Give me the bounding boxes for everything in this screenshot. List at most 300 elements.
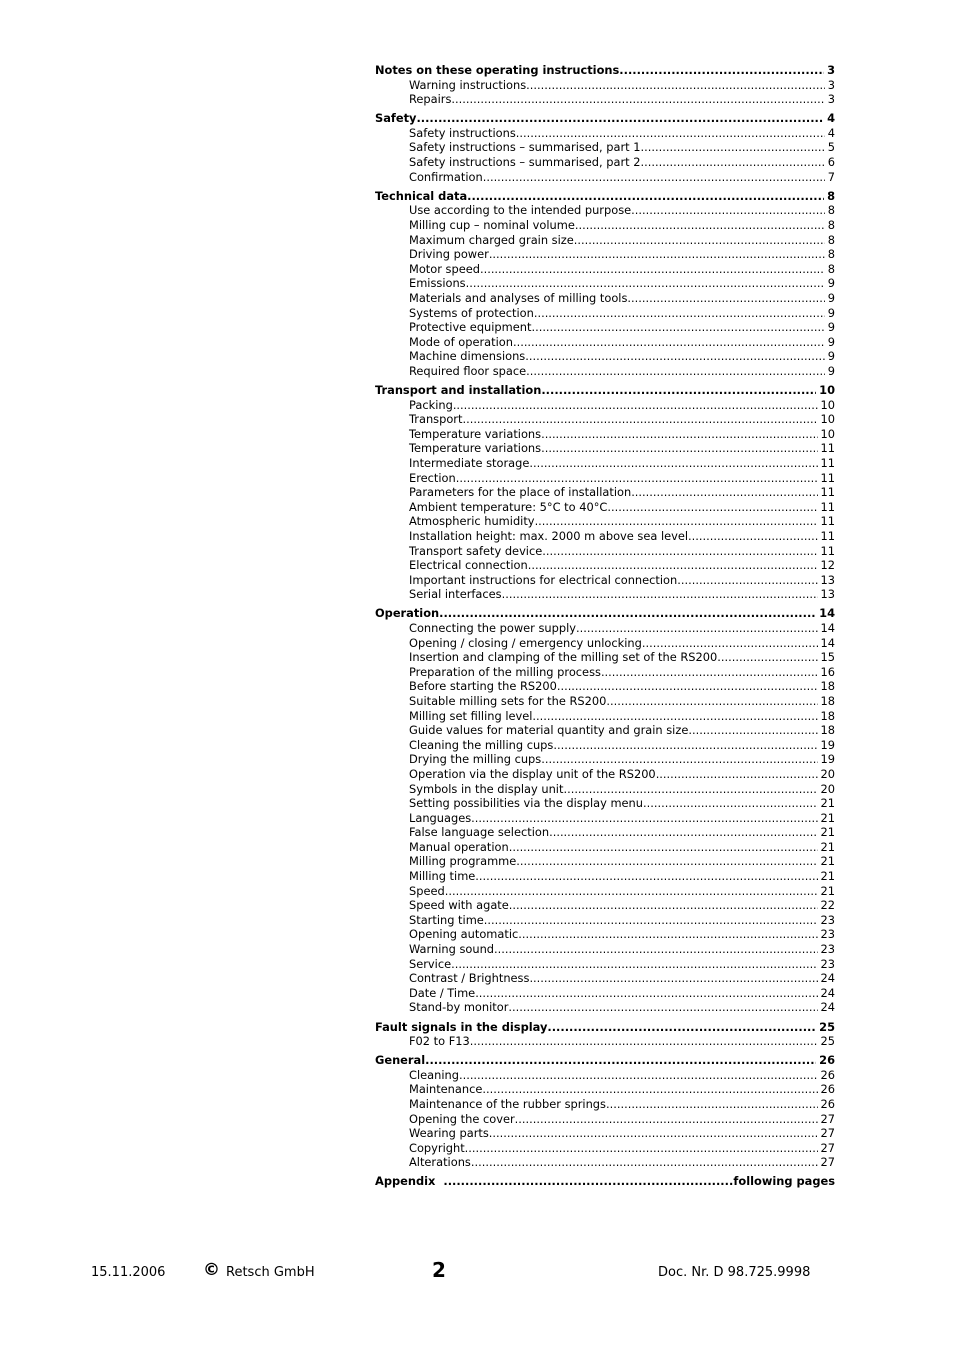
toc-entry-label: Opening the cover xyxy=(409,1111,515,1126)
toc-entry-label: Service xyxy=(409,956,452,971)
toc-entry xyxy=(375,971,835,986)
dot-leader xyxy=(529,971,817,986)
dot-leader xyxy=(563,782,817,797)
toc-entry-label: Packing xyxy=(409,397,453,412)
dot-leader xyxy=(557,679,818,694)
dot-leader xyxy=(717,650,817,665)
toc-entry xyxy=(375,485,835,500)
toc-entry-label: Emissions xyxy=(409,276,466,291)
dot-leader xyxy=(631,203,825,218)
toc-heading xyxy=(375,383,835,398)
toc-entry-page: 16 xyxy=(820,664,835,679)
toc-entry-label: Opening / closing / emergency unlocking xyxy=(409,635,642,650)
toc-heading-page: 8 xyxy=(827,188,835,203)
toc-entry xyxy=(375,500,835,515)
toc-entry-label: Motor speed xyxy=(409,261,480,276)
dot-leader xyxy=(518,927,817,942)
toc-entry-label: Temperature variations xyxy=(409,426,542,441)
toc-entry xyxy=(375,92,835,107)
toc-entry-page: 20 xyxy=(820,781,835,796)
toc-entry xyxy=(375,398,835,413)
toc-heading xyxy=(375,606,835,621)
toc-entry-page: 21 xyxy=(820,839,835,854)
toc-entry-label: Wearing parts xyxy=(409,1126,489,1141)
dot-leader xyxy=(509,898,818,913)
toc-entry xyxy=(375,529,835,544)
toc-entry xyxy=(375,1034,835,1049)
toc-section xyxy=(375,383,835,602)
toc-entry-label: Protective equipment xyxy=(409,320,532,335)
toc-entry xyxy=(375,320,835,335)
toc-entry-page: 9 xyxy=(827,305,835,320)
toc-entry-label: Symbols in the display unit xyxy=(409,781,564,796)
toc-entry-label: Atmospheric humidity xyxy=(409,514,535,529)
toc-entry-label: Warning instructions xyxy=(409,77,527,92)
toc-entry-page: 22 xyxy=(820,898,835,913)
page-footer xyxy=(0,1258,954,1288)
dot-leader xyxy=(451,957,817,972)
toc-entry xyxy=(375,752,835,767)
toc-entry xyxy=(375,898,835,913)
dot-leader xyxy=(480,262,825,277)
toc-entry-label: False language selection xyxy=(409,825,550,840)
table-of-contents xyxy=(375,63,835,1189)
toc-entry xyxy=(375,471,835,486)
dot-leader xyxy=(489,1126,818,1141)
toc-entry-label: Starting time xyxy=(409,912,484,927)
dot-leader xyxy=(516,854,817,869)
toc-entry xyxy=(375,306,835,321)
toc-entry-page: 8 xyxy=(827,203,835,218)
toc-entry xyxy=(375,767,835,782)
dot-leader xyxy=(494,942,817,957)
toc-entry-label: Electrical connection xyxy=(409,558,528,573)
dot-leader xyxy=(547,1020,816,1035)
toc-entry-page: 24 xyxy=(820,971,835,986)
toc-heading-page: 26 xyxy=(819,1053,835,1068)
toc-appendix-page: following pages xyxy=(733,1174,835,1189)
toc-entry xyxy=(375,544,835,559)
footer-company: Retsch GmbH xyxy=(226,1265,315,1280)
toc-entry-page: 8 xyxy=(827,217,835,232)
toc-entry-label: Speed xyxy=(409,883,445,898)
toc-entry-label: Installation height: max. 2000 m above sea level xyxy=(409,528,689,543)
toc-entry xyxy=(375,291,835,306)
toc-entry-page: 9 xyxy=(827,349,835,364)
dot-leader xyxy=(445,884,818,899)
copyright-icon: © xyxy=(203,1260,220,1280)
dot-leader xyxy=(534,306,825,321)
toc-heading xyxy=(375,1020,835,1035)
dot-leader xyxy=(525,349,825,364)
dot-leader xyxy=(484,913,818,928)
toc-entry xyxy=(375,709,835,724)
dot-leader xyxy=(489,247,825,262)
toc-entry-page: 27 xyxy=(820,1155,835,1170)
toc-entry xyxy=(375,927,835,942)
toc-heading xyxy=(375,111,835,126)
dot-leader xyxy=(606,694,817,709)
dot-leader xyxy=(508,1000,817,1015)
toc-entry-label: Transport xyxy=(409,412,463,427)
toc-entry-label: Materials and analyses of milling tools xyxy=(409,290,628,305)
toc-entry-page: 13 xyxy=(820,572,835,587)
page-number: 2 xyxy=(432,1258,446,1282)
toc-entry xyxy=(375,262,835,277)
toc-entry-page: 18 xyxy=(820,679,835,694)
toc-entry xyxy=(375,349,835,364)
toc-entry-page: 19 xyxy=(820,752,835,767)
toc-entry-label: Required floor space xyxy=(409,363,527,378)
dot-leader xyxy=(541,441,817,456)
toc-entry-label: Maintenance of the rubber springs xyxy=(409,1096,606,1111)
toc-entry-label: Operation via the display unit of the RS200 xyxy=(409,766,656,781)
toc-entry-page: 11 xyxy=(820,441,835,456)
dot-leader xyxy=(576,621,818,636)
toc-entry-label: Safety instructions xyxy=(409,125,516,140)
toc-entry-page: 18 xyxy=(820,693,835,708)
toc-entry-page: 10 xyxy=(820,397,835,412)
dot-leader xyxy=(601,665,818,680)
toc-appendix xyxy=(375,1174,835,1189)
toc-entry-label: Stand-by monitor xyxy=(409,1000,509,1015)
toc-entry xyxy=(375,650,835,665)
dot-leader xyxy=(443,1174,733,1189)
toc-entry xyxy=(375,854,835,869)
toc-entry-page: 26 xyxy=(820,1082,835,1097)
dot-leader xyxy=(439,606,816,621)
toc-entry-label: Cleaning xyxy=(409,1067,459,1082)
toc-entry-label: Safety instructions – summarised, part 1 xyxy=(409,140,641,155)
dot-leader xyxy=(453,398,818,413)
toc-entry-page: 11 xyxy=(820,499,835,514)
toc-entry-page: 9 xyxy=(827,363,835,378)
toc-entry-page: 9 xyxy=(827,290,835,305)
toc-entry-label: Copyright xyxy=(409,1140,465,1155)
toc-entry-page: 24 xyxy=(820,1000,835,1015)
toc-entry xyxy=(375,1068,835,1083)
toc-entry-page: 10 xyxy=(820,412,835,427)
toc-entry-page: 21 xyxy=(820,883,835,898)
toc-entry-page: 9 xyxy=(827,276,835,291)
toc-heading xyxy=(375,63,835,78)
toc-entry xyxy=(375,621,835,636)
toc-entry-label: Milling time xyxy=(409,869,476,884)
toc-entry-page: 20 xyxy=(820,766,835,781)
toc-entry-label: Serial interfaces xyxy=(409,587,502,602)
toc-entry-page: 21 xyxy=(820,854,835,869)
toc-entry-label: Contrast / Brightness xyxy=(409,971,530,986)
dot-leader xyxy=(515,1112,818,1127)
toc-entry-page: 25 xyxy=(820,1034,835,1049)
toc-entry xyxy=(375,811,835,826)
toc-entry-page: 14 xyxy=(820,635,835,650)
toc-entry xyxy=(375,694,835,709)
toc-heading-page: 4 xyxy=(827,111,835,126)
dot-leader xyxy=(641,155,825,170)
toc-entry-label: Setting possibilities via the display menu xyxy=(409,796,643,811)
toc-entry-page: 8 xyxy=(827,261,835,276)
toc-entry xyxy=(375,796,835,811)
dot-leader xyxy=(467,189,824,204)
dot-leader xyxy=(541,383,816,398)
toc-heading xyxy=(375,1053,835,1068)
toc-entry xyxy=(375,441,835,456)
dot-leader xyxy=(631,485,817,500)
toc-entry-page: 27 xyxy=(820,1126,835,1141)
toc-section xyxy=(375,63,835,107)
toc-entry-page: 13 xyxy=(820,587,835,602)
toc-entry xyxy=(375,276,835,291)
toc-entry xyxy=(375,412,835,427)
dot-leader xyxy=(542,544,817,559)
toc-entry-page: 6 xyxy=(827,155,835,170)
toc-heading xyxy=(375,189,835,204)
dot-leader xyxy=(688,723,817,738)
toc-entry-page: 11 xyxy=(820,485,835,500)
toc-heading-label: Operation xyxy=(375,606,440,621)
toc-entry-label: Guide values for material quantity and grain size xyxy=(409,723,689,738)
toc-entry xyxy=(375,738,835,753)
toc-entry-label: Ambient temperature: 5°C to 40°C xyxy=(409,499,608,514)
toc-entry-page: 18 xyxy=(820,723,835,738)
toc-section xyxy=(375,111,835,184)
toc-entry-page: 11 xyxy=(820,470,835,485)
toc-entry-label: Languages xyxy=(409,810,472,825)
toc-entry-page: 10 xyxy=(820,426,835,441)
toc-entry xyxy=(375,840,835,855)
toc-entry-label: Cleaning the milling cups xyxy=(409,737,554,752)
toc-entry xyxy=(375,203,835,218)
toc-entry-label: Alterations xyxy=(409,1155,471,1170)
dot-leader xyxy=(475,986,817,1001)
document-number: Doc. Nr. D 98.725.9998 xyxy=(658,1265,811,1280)
dot-leader xyxy=(607,500,817,515)
toc-entry-page: 11 xyxy=(820,528,835,543)
toc-entry xyxy=(375,456,835,471)
toc-entry xyxy=(375,1126,835,1141)
dot-leader xyxy=(677,573,817,588)
dot-leader xyxy=(483,170,825,185)
toc-entry-label: Preparation of the milling process xyxy=(409,664,601,679)
toc-entry-page: 18 xyxy=(820,708,835,723)
toc-entry-label: Manual operation xyxy=(409,839,509,854)
dot-leader xyxy=(643,796,818,811)
toc-entry-label: Driving power xyxy=(409,247,489,262)
toc-entry xyxy=(375,957,835,972)
toc-entry xyxy=(375,1097,835,1112)
toc-entry xyxy=(375,140,835,155)
dot-leader xyxy=(513,335,825,350)
toc-section xyxy=(375,1020,835,1049)
toc-entry xyxy=(375,913,835,928)
toc-entry-page: 11 xyxy=(820,543,835,558)
toc-entry-label: Use according to the intended purpose xyxy=(409,203,632,218)
toc-entry-label: Milling cup – nominal volume xyxy=(409,217,575,232)
toc-heading-label: General xyxy=(375,1053,426,1068)
toc-entry xyxy=(375,869,835,884)
toc-entry xyxy=(375,155,835,170)
dot-leader xyxy=(466,276,825,291)
toc-entry-label: Systems of protection xyxy=(409,305,534,320)
toc-entry-label: Maintenance xyxy=(409,1082,483,1097)
toc-entry xyxy=(375,587,835,602)
toc-entry-label: Safety instructions – summarised, part 2 xyxy=(409,155,641,170)
dot-leader xyxy=(619,63,824,78)
toc-entry-page: 27 xyxy=(820,1111,835,1126)
toc-entry xyxy=(375,1082,835,1097)
toc-entry xyxy=(375,170,835,185)
toc-entry xyxy=(375,558,835,573)
toc-entry xyxy=(375,665,835,680)
dot-leader xyxy=(425,1053,816,1068)
toc-entry-page: 8 xyxy=(827,247,835,262)
toc-heading-label: Safety xyxy=(375,111,417,126)
toc-heading-label: Fault signals in the display xyxy=(375,1019,548,1034)
toc-entry-page: 27 xyxy=(820,1140,835,1155)
toc-entry-page: 26 xyxy=(820,1067,835,1082)
toc-entry-page: 21 xyxy=(820,810,835,825)
dot-leader xyxy=(574,233,825,248)
toc-appendix-label: Appendix xyxy=(375,1174,436,1189)
dot-leader xyxy=(516,126,825,141)
toc-entry-page: 11 xyxy=(820,514,835,529)
toc-entry xyxy=(375,427,835,442)
dot-leader xyxy=(641,140,825,155)
toc-entry-label: Milling programme xyxy=(409,854,517,869)
dot-leader xyxy=(541,752,817,767)
toc-entry-label: Temperature variations xyxy=(409,441,542,456)
toc-entry-label: Warning sound xyxy=(409,942,495,957)
toc-entry-label: Erection xyxy=(409,470,456,485)
toc-entry xyxy=(375,78,835,93)
toc-entry-page: 26 xyxy=(820,1096,835,1111)
toc-entry xyxy=(375,335,835,350)
dot-leader xyxy=(528,558,818,573)
toc-entry-label: Repairs xyxy=(409,92,452,107)
toc-entry-page: 23 xyxy=(820,956,835,971)
toc-entry-label: Confirmation xyxy=(409,169,483,184)
dot-leader xyxy=(482,1082,817,1097)
toc-heading-label: Transport and installation xyxy=(375,382,542,397)
toc-entry-label: F02 to F13 xyxy=(409,1034,470,1049)
toc-entry xyxy=(375,884,835,899)
toc-entry xyxy=(375,233,835,248)
toc-entry-label: Insertion and clamping of the milling set of the RS200 xyxy=(409,650,718,665)
dot-leader xyxy=(459,1068,818,1083)
toc-entry-page: 24 xyxy=(820,985,835,1000)
toc-entry xyxy=(375,1141,835,1156)
dot-leader xyxy=(470,1034,818,1049)
toc-entry-label: Transport safety device xyxy=(409,543,543,558)
toc-entry-label: Machine dimensions xyxy=(409,349,526,364)
toc-entry xyxy=(375,679,835,694)
toc-heading-label: Notes on these operating instructions xyxy=(375,63,620,77)
dot-leader xyxy=(471,811,817,826)
dot-leader xyxy=(529,456,817,471)
toc-entry-label: Connecting the power supply xyxy=(409,620,576,635)
toc-entry-label: Maximum charged grain size xyxy=(409,232,574,247)
toc-entry-label: Milling set filling level xyxy=(409,708,533,723)
toc-entry-page: 21 xyxy=(820,825,835,840)
toc-entry-page: 14 xyxy=(820,620,835,635)
toc-entry-page: 11 xyxy=(820,455,835,470)
toc-entry xyxy=(375,942,835,957)
toc-entry-page: 8 xyxy=(827,232,835,247)
toc-heading-page: 10 xyxy=(819,382,835,397)
toc-entry-page: 4 xyxy=(827,125,835,140)
toc-entry xyxy=(375,573,835,588)
toc-entry-label: Opening automatic xyxy=(409,927,519,942)
toc-entry-label: Speed with agate xyxy=(409,898,509,913)
toc-entry-page: 23 xyxy=(820,927,835,942)
toc-entry-page: 9 xyxy=(827,334,835,349)
toc-heading-page: 14 xyxy=(819,606,835,621)
toc-heading-page: 25 xyxy=(819,1019,835,1034)
dot-leader xyxy=(642,636,818,651)
toc-section xyxy=(375,189,835,379)
toc-entry xyxy=(375,825,835,840)
toc-entry-page: 21 xyxy=(820,869,835,884)
dot-leader xyxy=(532,709,817,724)
dot-leader xyxy=(553,738,817,753)
dot-leader xyxy=(526,78,825,93)
toc-entry-label: Important instructions for electrical connection xyxy=(409,572,678,587)
toc-entry xyxy=(375,218,835,233)
dot-leader xyxy=(627,291,824,306)
dot-leader xyxy=(606,1097,818,1112)
toc-entry xyxy=(375,1112,835,1127)
dot-leader xyxy=(465,1141,818,1156)
toc-entry-label: Drying the milling cups xyxy=(409,752,542,767)
toc-entry xyxy=(375,247,835,262)
dot-leader xyxy=(471,1155,818,1170)
dot-leader xyxy=(509,840,818,855)
dot-leader xyxy=(541,427,817,442)
toc-entry xyxy=(375,364,835,379)
toc-entry-page: 3 xyxy=(827,77,835,92)
toc-entry-page: 9 xyxy=(827,320,835,335)
toc-entry-label: Suitable milling sets for the RS200 xyxy=(409,693,607,708)
dot-leader xyxy=(475,869,817,884)
toc-heading-label: Technical data xyxy=(375,188,468,203)
toc-entry-label: Parameters for the place of installation xyxy=(409,485,632,500)
toc-entry xyxy=(375,782,835,797)
toc-entry xyxy=(375,986,835,1001)
toc-entry-page: 15 xyxy=(820,650,835,665)
dot-leader xyxy=(456,471,818,486)
footer-date: 15.11.2006 xyxy=(91,1265,166,1280)
toc-entry-page: 7 xyxy=(827,169,835,184)
toc-entry xyxy=(375,723,835,738)
toc-entry-label: Mode of operation xyxy=(409,334,513,349)
toc-entry-label: Date / Time xyxy=(409,985,476,1000)
toc-heading-page: 3 xyxy=(827,63,835,77)
toc-entry xyxy=(375,1155,835,1170)
toc-entry xyxy=(375,636,835,651)
toc-entry-label: Before starting the RS200 xyxy=(409,679,557,694)
toc-entry-page: 23 xyxy=(820,942,835,957)
toc-entry-page: 5 xyxy=(827,140,835,155)
dot-leader xyxy=(656,767,818,782)
toc-entry-label: Intermediate storage xyxy=(409,455,530,470)
toc-entry-page: 12 xyxy=(820,558,835,573)
toc-entry xyxy=(375,126,835,141)
toc-section xyxy=(375,606,835,1015)
dot-leader xyxy=(531,320,824,335)
dot-leader xyxy=(451,92,824,107)
toc-entry xyxy=(375,514,835,529)
